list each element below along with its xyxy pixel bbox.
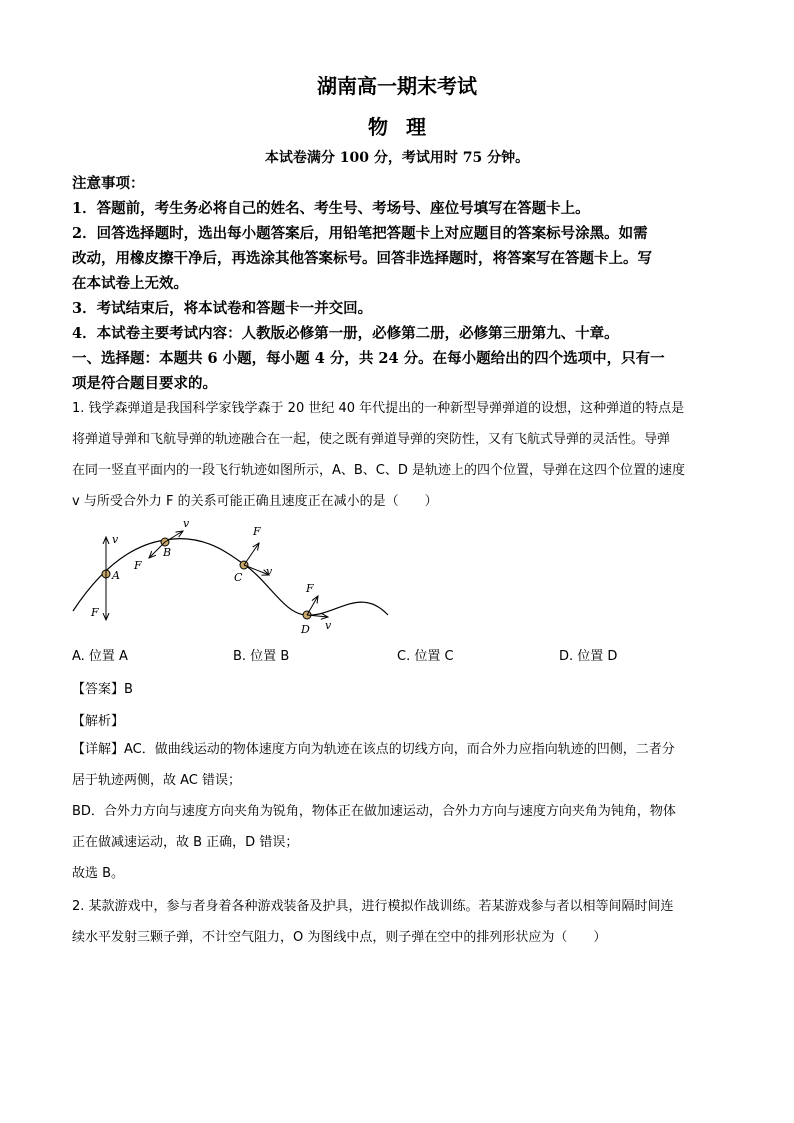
label-f-c: F [253,525,261,538]
question-line: 在同一竖直平面内的一段飞行轨迹如图所示，A、B、C、D 是轨迹上的四个位置，导弹在这四个位置的速度 [72,463,686,478]
question-1-stem [72,393,724,517]
answer-label: 【答案】B [72,682,133,697]
option-d[interactable]: D. 位置 D [559,649,618,664]
notice-line: 改动，用橡皮擦干净后，再选涂其他答案标号。回答非选择题时，将答案写在答题卡上。写 [72,250,652,267]
notice-line: 3．考试结束后，将本试卷和答题卡一并交回。 [72,300,373,317]
explanation-line: 居于轨迹两侧，故 AC 错误； [72,773,242,788]
question-line: 2. 某款游戏中，参与者身着各种游戏装备及护具，进行模拟作战训练。若某游戏参与者以相等间隔时间连 [72,899,674,914]
option-b[interactable]: B. 位置 B [233,649,290,664]
notice-heading: 注意事项： [72,175,145,192]
notice-line: 在本试卷上无效。 [72,275,188,292]
label-b: B [163,546,172,559]
label-a: A [112,569,120,582]
notice-line: 1．答题前，考生务必将自己的姓名、考生号、考场号、座位号填写在答题卡上。 [72,200,590,217]
force-arrow-d [307,596,318,615]
option-c[interactable]: C. 位置 C [397,649,454,664]
explanation-line: 故选 B。 [72,866,125,881]
exam-title: 湖南高一期末考试 [317,74,477,98]
label-v-d: v [325,619,332,632]
section-heading: 项是符合题目要求的。 [72,375,217,392]
label-v-c: v [266,565,273,578]
label-f-a: F [91,606,99,619]
exam-meta: 本试卷满分 100 分，考试用时 75 分钟。 [264,150,530,166]
trajectory-curve [73,539,388,615]
force-arrow-c [244,543,259,565]
question-line: 续水平发射三颗子弹，不计空气阻力，O 为图线中点，则子弹在空中的排列形状应为（ ） [72,930,607,945]
question-line: v 与所受合外力 F 的关系可能正确且速度正在减小的是（ ） [72,494,438,509]
label-v-b: v [183,517,190,530]
explanation-line: 【详解】AC．做曲线运动的物体速度方向为轨迹在该点的切线方向，而合外力应指向轨迹的凹侧，二者分 [72,742,675,757]
label-f-d: F [306,582,314,595]
label-v-a: v [112,533,119,546]
subject-title: 物理 [368,115,444,139]
question-line: 1. 钱学森弹道是我国科学家钱学森于 20 世纪 40 年代提出的一种新型导弹弹道的设想，这种弹道的特点是 [72,401,685,416]
question-line: 将弹道导弹和飞航导弹的轨迹融合在一起，使之既有弹道导弹的突防性，又有飞航式导弹的灵活性。导弹 [72,432,671,447]
notice-line: 4．本试卷主要考试内容：人教版必修第一册，必修第二册，必修第三册第九、十章。 [72,325,619,342]
label-d: D [301,623,310,636]
notice-line: 2．回答选择题时，选出每小题答案后，用铅笔把答题卡上对应题目的答案标号涂黑。如需 [72,225,648,242]
explanation-line: BD．合外力方向与速度方向夹角为锐角，物体正在做加速运动，合外力方向与速度方向夹角为钝角，物体 [72,804,676,819]
trajectory-figure [70,515,400,640]
label-f-b: F [134,559,142,572]
label-c: C [234,571,243,584]
velocity-arrow-b [165,531,183,542]
question-2-stem [72,891,724,953]
option-a[interactable]: A. 位置 A [72,649,128,664]
question-1-options [72,645,724,667]
explanation-line: 正在做减速运动，故 B 正确，D 错误； [72,835,299,850]
question-1-explanation [72,734,724,889]
section-heading: 一、选择题：本题共 6 小题，每小题 4 分，共 24 分。在每小题给出的四个选项中，只有一 [72,350,665,367]
analysis-label: 【解析】 [72,714,125,729]
notice-section [72,171,724,396]
